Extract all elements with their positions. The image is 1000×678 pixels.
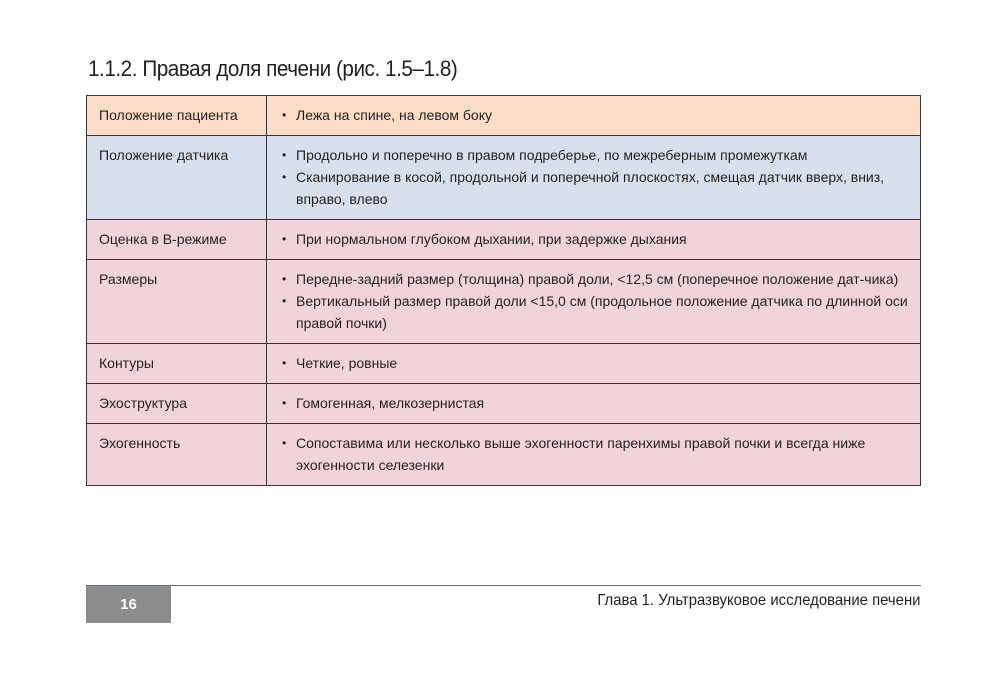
list-item-text: Гомогенная, мелкозернистая — [296, 395, 485, 411]
table-row — [87, 260, 921, 344]
list-item — [279, 144, 910, 166]
list-item-text: Передне-задний размер (толщина) правой доли, <12,5 см (поперечное положение дат-чика) — [296, 271, 899, 287]
liver-parameters-table — [86, 95, 921, 486]
chapter-title: Глава 1. Ультразвуковое исследование печени — [596, 592, 920, 609]
row-content — [267, 260, 921, 344]
bullet-list — [279, 268, 910, 334]
table-row — [87, 136, 921, 220]
list-item — [279, 392, 910, 414]
row-label: Эхогенность — [87, 424, 267, 486]
bullet-list — [279, 392, 910, 414]
list-item-text: Сканирование в косой, продольной и поперечной плоскостях, смещая датчик вверх, вниз, вправо, влево — [296, 169, 885, 207]
row-content — [267, 96, 921, 136]
list-item-text: Продольно и поперечно в правом подреберье, по межреберным промежуткам — [296, 147, 808, 163]
bullet-list — [279, 228, 910, 250]
list-item-text: Четкие, ровные — [296, 355, 398, 371]
bullet-list — [279, 104, 910, 126]
bullet-icon: • — [282, 108, 287, 122]
list-item-text: Вертикальный размер правой доли <15,0 см (продольное положение датчика по длинной оси правой почки) — [296, 293, 908, 331]
bullet-icon: • — [282, 148, 287, 162]
list-item — [279, 432, 910, 476]
section-title: 1.1.2. Правая доля печени (рис. 1.5–1.8) — [88, 56, 458, 81]
list-item — [279, 290, 910, 334]
list-item-text: Лежа на спине, на левом боку — [296, 107, 492, 123]
bullet-icon: • — [282, 272, 287, 286]
row-label: Контуры — [87, 344, 267, 384]
table-row — [87, 384, 921, 424]
bullet-icon: • — [282, 396, 287, 410]
bullet-icon: • — [282, 356, 287, 370]
table-row — [87, 344, 921, 384]
bullet-icon: • — [282, 170, 287, 184]
page-number: 16 — [86, 586, 171, 623]
row-content — [267, 384, 921, 424]
list-item — [279, 352, 910, 374]
table-row — [87, 96, 921, 136]
row-content — [267, 136, 921, 220]
row-content — [267, 424, 921, 486]
bullet-icon: • — [282, 232, 287, 246]
row-label: Положение пациента — [87, 96, 267, 136]
list-item — [279, 228, 910, 250]
list-item — [279, 104, 910, 126]
bullet-list — [279, 144, 910, 210]
row-label: Размеры — [87, 260, 267, 344]
bullet-list — [279, 432, 910, 476]
bullet-icon: • — [282, 436, 287, 450]
row-label: Эхоструктура — [87, 384, 267, 424]
list-item — [279, 268, 910, 290]
list-item-text: Сопоставима или несколько выше эхогенности паренхимы правой почки и всегда ниже эхогенности селезенки — [296, 435, 866, 473]
row-content — [267, 344, 921, 384]
bullet-list — [279, 352, 910, 374]
table-row — [87, 220, 921, 260]
list-item-text: При нормальном глубоком дыхании, при задержке дыхания — [296, 231, 687, 247]
row-label: Положение датчика — [87, 136, 267, 220]
row-label: Оценка в В-режиме — [87, 220, 267, 260]
bullet-icon: • — [282, 294, 287, 308]
table-row — [87, 424, 921, 486]
row-content — [267, 220, 921, 260]
footer-divider — [86, 585, 921, 586]
list-item — [279, 166, 910, 210]
